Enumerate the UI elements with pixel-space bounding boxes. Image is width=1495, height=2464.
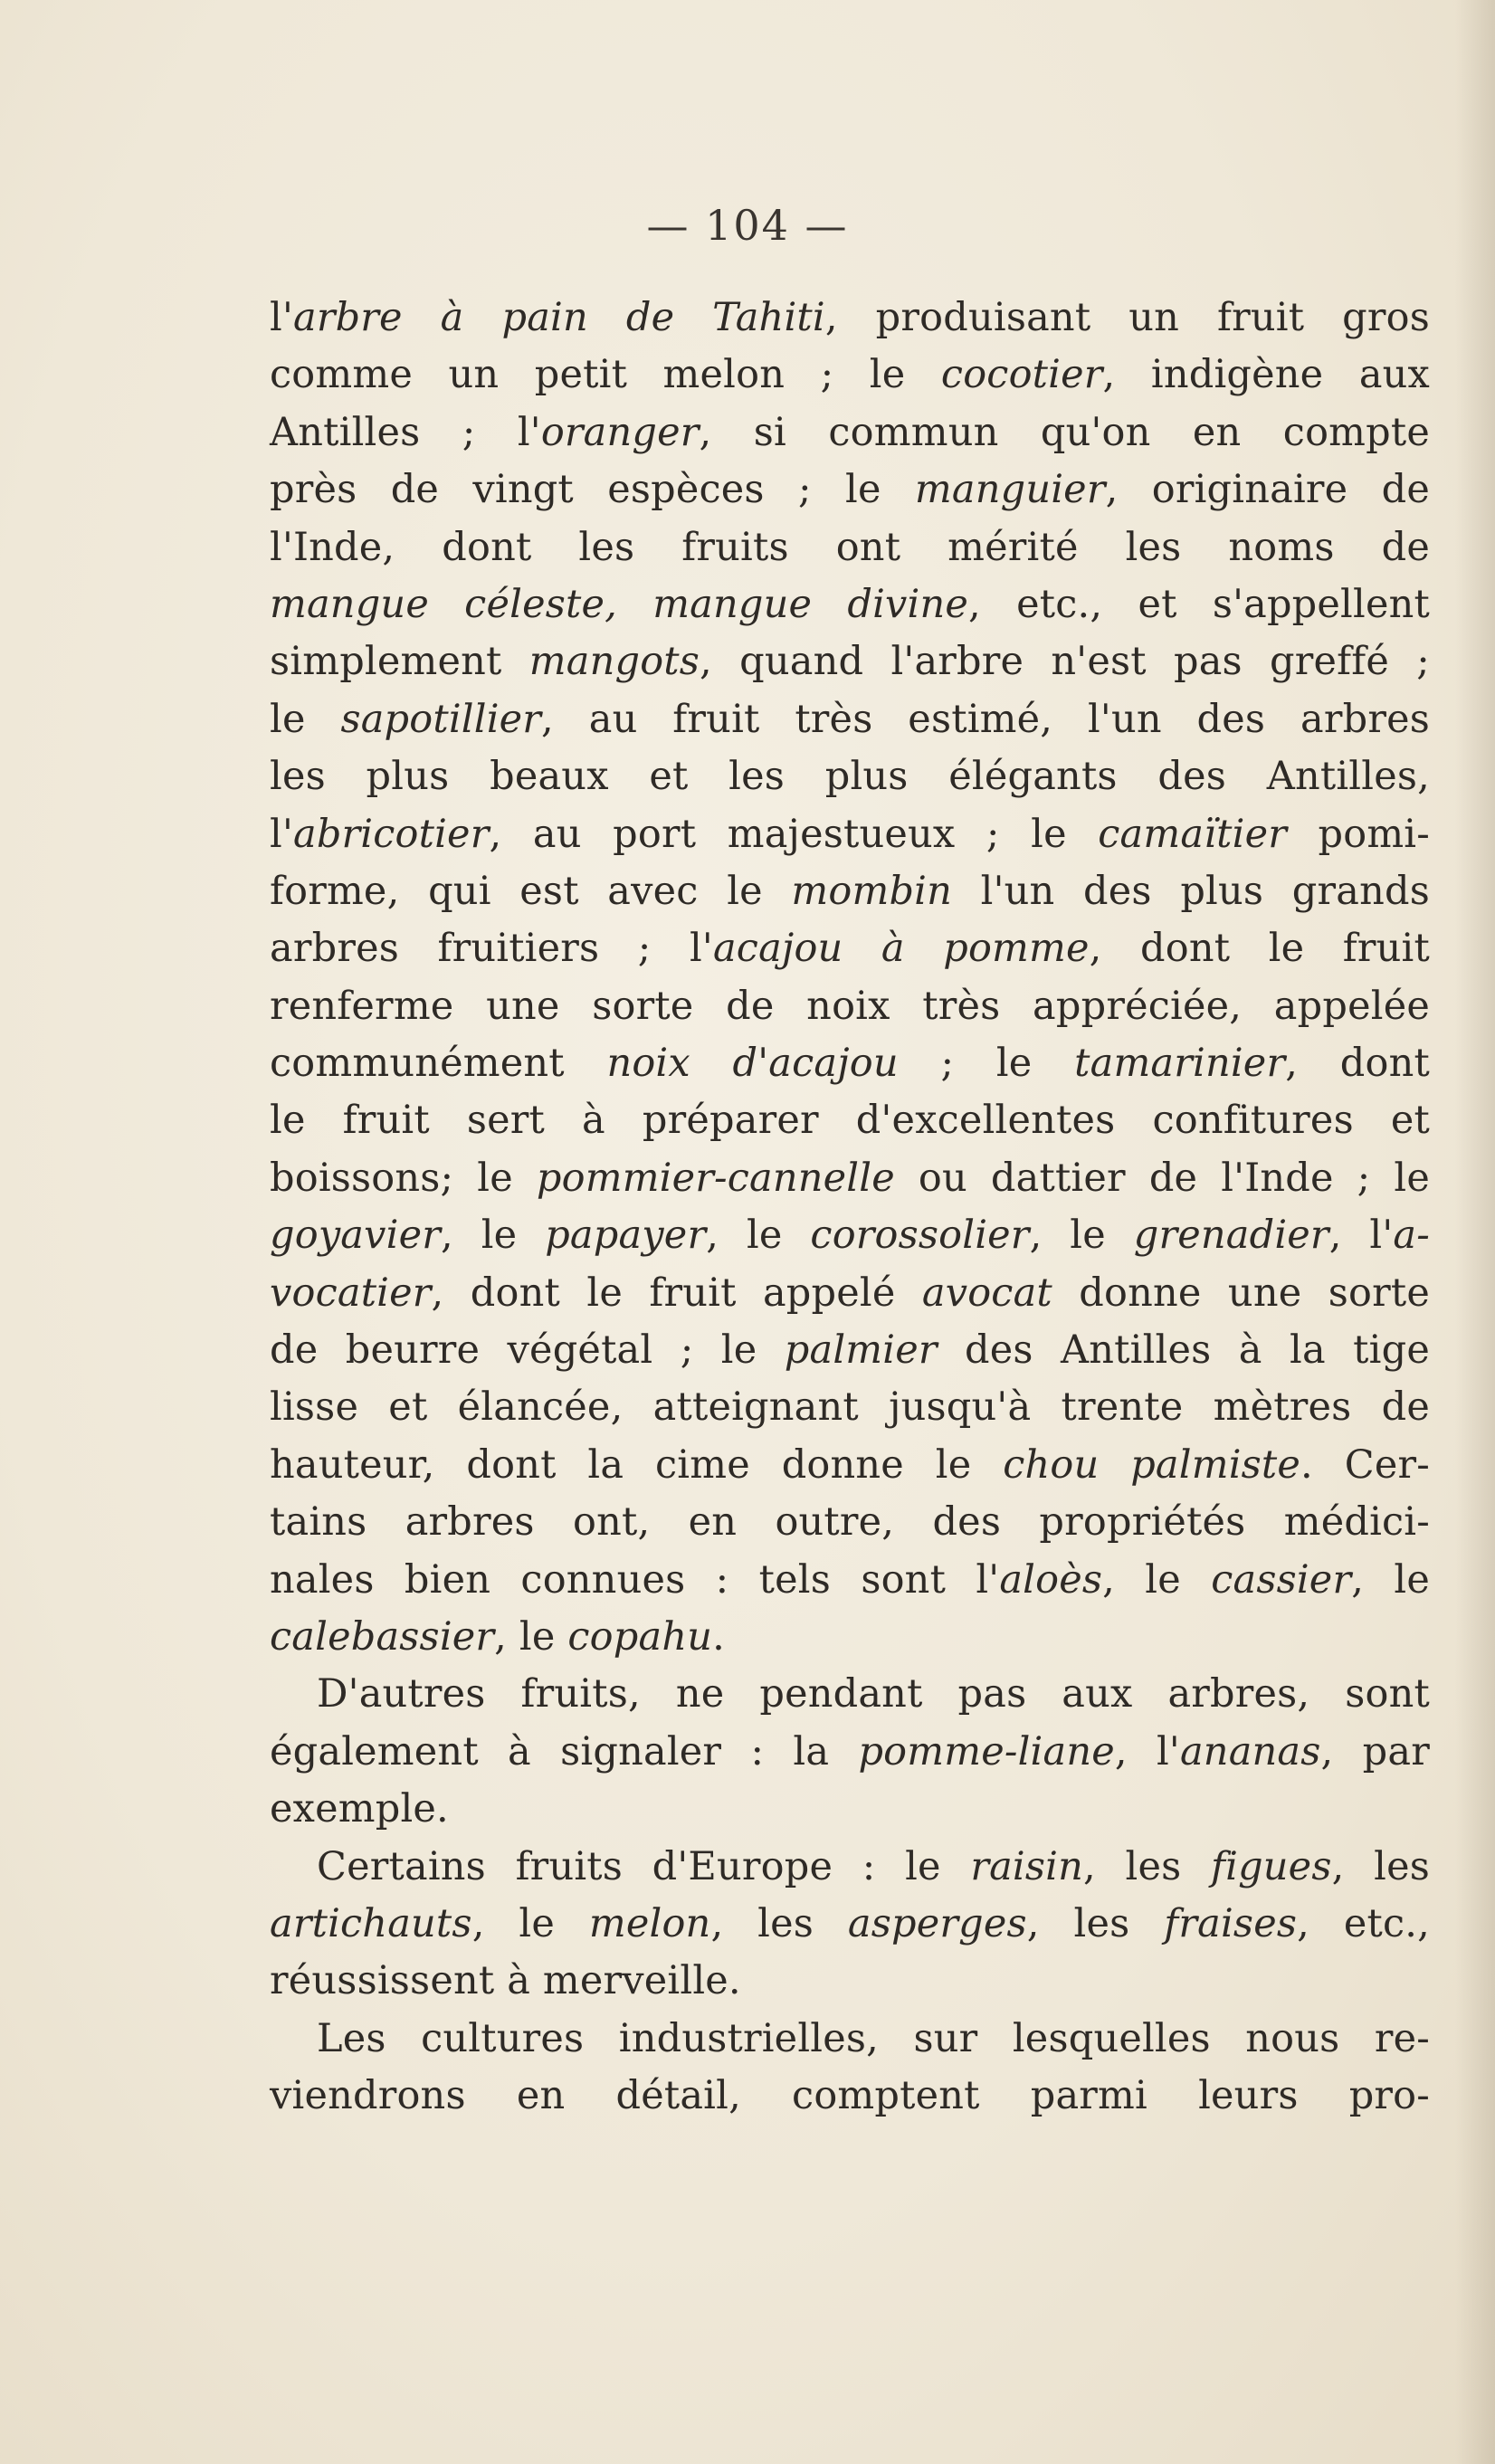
text-line <box>270 1265 1430 1322</box>
text-run: viendrons en détail, comptent parmi leurs pro- <box>270 2073 1430 2119</box>
text-run: , etc., et s'appellent <box>968 581 1430 627</box>
text-run: le fruit sert à préparer d'excellentes confitures et <box>270 1098 1430 1144</box>
italic-term: palmier <box>784 1327 938 1374</box>
italic-term: pomme-liane <box>858 1728 1115 1774</box>
italic-term: oranger <box>540 409 700 455</box>
page-edge-shadow <box>1455 0 1495 2464</box>
text-run: , originaire de <box>1105 467 1430 513</box>
text-line <box>270 1207 1430 1264</box>
text-run: , l' <box>1328 1213 1394 1259</box>
italic-term: pommier-cannelle <box>536 1155 895 1201</box>
text-run: tains arbres ont, en outre, des propriétés médici- <box>270 1499 1430 1546</box>
text-line <box>270 1322 1430 1379</box>
italic-term: copahu <box>567 1613 713 1660</box>
italic-term: tamarinier <box>1074 1041 1286 1087</box>
text-run: boissons; le <box>270 1155 537 1201</box>
italic-term: a- <box>1393 1213 1430 1259</box>
italic-term: corossolier <box>810 1213 1030 1259</box>
text-run: hauteur, dont la cime donne le <box>270 1441 1004 1488</box>
text-run: de beurre végétal ; le <box>270 1327 785 1374</box>
text-run: pomi- <box>1286 811 1430 857</box>
text-run: , les <box>1331 1843 1430 1889</box>
text-line <box>270 863 1430 920</box>
text-run: , l' <box>1114 1728 1180 1774</box>
text-line <box>270 519 1430 576</box>
text-run: des Antilles à la tige <box>937 1327 1430 1374</box>
italic-term: camaïtier <box>1098 811 1287 857</box>
text-run: l' <box>270 295 293 340</box>
italic-term: goyavier <box>270 1213 441 1259</box>
text-run: Antilles ; l' <box>270 409 541 455</box>
text-run: réussissent à merveille. <box>270 1958 741 2004</box>
text-run: , le <box>1351 1556 1430 1603</box>
text-run: , les <box>1082 1843 1211 1889</box>
italic-term: grenadier <box>1133 1213 1329 1259</box>
text-line <box>270 404 1430 461</box>
text-run: , produisant un fruit gros <box>824 295 1431 340</box>
italic-term: mombin <box>791 868 953 914</box>
text-run: donne une sorte <box>1052 1270 1430 1316</box>
text-line <box>270 461 1430 518</box>
text-run: ; le <box>898 1041 1075 1087</box>
text-line <box>270 1781 1430 1838</box>
text-run: , si commun qu'on en compte <box>699 409 1430 455</box>
text-line <box>270 290 1430 347</box>
text-run: l'Inde, dont les fruits ont mérité les noms de <box>270 524 1430 570</box>
text-line <box>270 1379 1430 1436</box>
text-run: arbres fruitiers ; l' <box>270 926 713 972</box>
text-line <box>270 806 1430 863</box>
italic-term: papayer <box>545 1213 707 1259</box>
text-run: également à signaler : la <box>270 1728 859 1774</box>
text-run: , au fruit très estimé, l'un des arbres <box>541 696 1431 742</box>
text-line <box>270 1150 1430 1207</box>
text-run: ou dattier de l'Inde ; le <box>894 1155 1430 1201</box>
text-run: , par <box>1320 1728 1430 1774</box>
italic-term: aloès <box>999 1556 1103 1603</box>
italic-term: figues <box>1211 1843 1332 1889</box>
text-line <box>270 2011 1430 2068</box>
body-text <box>270 290 1430 2126</box>
text-line <box>270 1552 1430 1609</box>
text-run: le <box>270 696 341 742</box>
text-run: nales bien connues : tels sont l' <box>270 1556 1000 1603</box>
italic-term: fraises <box>1164 1900 1298 1946</box>
text-line <box>270 748 1430 805</box>
text-run: près de vingt espèces ; le <box>270 467 915 513</box>
italic-term: avocat <box>921 1270 1052 1316</box>
italic-term: calebassier <box>270 1613 495 1660</box>
text-run: D'autres fruits, ne pendant pas aux arbres, sont <box>317 1671 1430 1717</box>
text-line <box>270 1494 1430 1551</box>
italic-term: acajou à pomme <box>712 926 1090 972</box>
page-number: — 104 — <box>646 201 849 250</box>
text-run: . Cer- <box>1300 1441 1430 1488</box>
text-line <box>270 1839 1430 1896</box>
italic-term: melon <box>588 1900 711 1946</box>
text-run: , quand l'arbre n'est pas greffé ; <box>700 639 1430 685</box>
text-run: , le <box>1029 1213 1134 1259</box>
text-run: , indigène aux <box>1102 352 1430 398</box>
italic-term: arbre à pain de Tahiti <box>292 295 825 340</box>
text-run: , etc., <box>1297 1900 1430 1946</box>
text-run: , le <box>471 1900 589 1946</box>
text-run: communément <box>270 1041 607 1087</box>
text-run: , dont le fruit <box>1089 926 1430 972</box>
italic-term: vocatier <box>270 1270 432 1316</box>
text-line <box>270 1953 1430 2010</box>
text-line <box>270 633 1430 690</box>
text-run: comme un petit melon ; le <box>270 352 941 398</box>
text-line <box>270 347 1430 404</box>
text-run: les plus beaux et les plus élégants des Antilles, <box>270 754 1430 800</box>
text-run: , le <box>1102 1556 1212 1603</box>
text-run: , les <box>1026 1900 1165 1946</box>
text-run: . <box>712 1613 725 1660</box>
text-line <box>270 2068 1430 2125</box>
text-run: , dont le fruit appelé <box>431 1270 922 1316</box>
italic-term: mangue céleste, mangue divine <box>270 581 969 627</box>
text-run: l' <box>270 811 293 857</box>
text-run: l'un des plus grands <box>952 868 1430 914</box>
text-line <box>270 920 1430 977</box>
text-line <box>270 1092 1430 1149</box>
text-line <box>270 576 1430 633</box>
text-line <box>270 1896 1430 1953</box>
text-run: , dont <box>1285 1041 1430 1087</box>
italic-term: sapotillier <box>340 696 542 742</box>
italic-term: ananas <box>1179 1728 1321 1774</box>
italic-term: chou palmiste <box>1003 1441 1301 1488</box>
text-run: simplement <box>270 639 529 685</box>
text-line <box>270 1035 1430 1092</box>
text-run: forme, qui est avec le <box>270 868 792 914</box>
text-run: renferme une sorte de noix très appréciée, appelée <box>270 983 1430 1029</box>
text-run: , au port majestueux ; le <box>489 811 1099 857</box>
text-line <box>270 1609 1430 1666</box>
italic-term: cocotier <box>940 352 1103 398</box>
text-line <box>270 978 1430 1035</box>
text-run: Certains fruits d'Europe : le <box>317 1843 971 1889</box>
italic-term: artichauts <box>270 1900 472 1946</box>
text-run: , le <box>441 1213 546 1259</box>
italic-term: asperges <box>847 1900 1027 1946</box>
text-line <box>270 1724 1430 1781</box>
text-run: Les cultures industrielles, sur lesquelles nous re- <box>317 2015 1430 2061</box>
italic-term: mangots <box>528 639 700 685</box>
italic-term: abricotier <box>292 811 490 857</box>
italic-term: manguier <box>914 467 1106 513</box>
text-run: exemple. <box>270 1786 449 1832</box>
italic-term: raisin <box>970 1843 1083 1889</box>
text-line <box>270 1666 1430 1723</box>
text-line <box>270 1437 1430 1494</box>
text-run: , le <box>706 1213 811 1259</box>
text-run: lisse et élancée, atteignant jusqu'à trente mètres de <box>270 1384 1430 1431</box>
text-run: , le <box>494 1613 568 1660</box>
text-line <box>270 691 1430 748</box>
italic-term: cassier <box>1211 1556 1352 1603</box>
text-run: , les <box>710 1900 848 1946</box>
italic-term: noix d'acajou <box>606 1041 899 1087</box>
